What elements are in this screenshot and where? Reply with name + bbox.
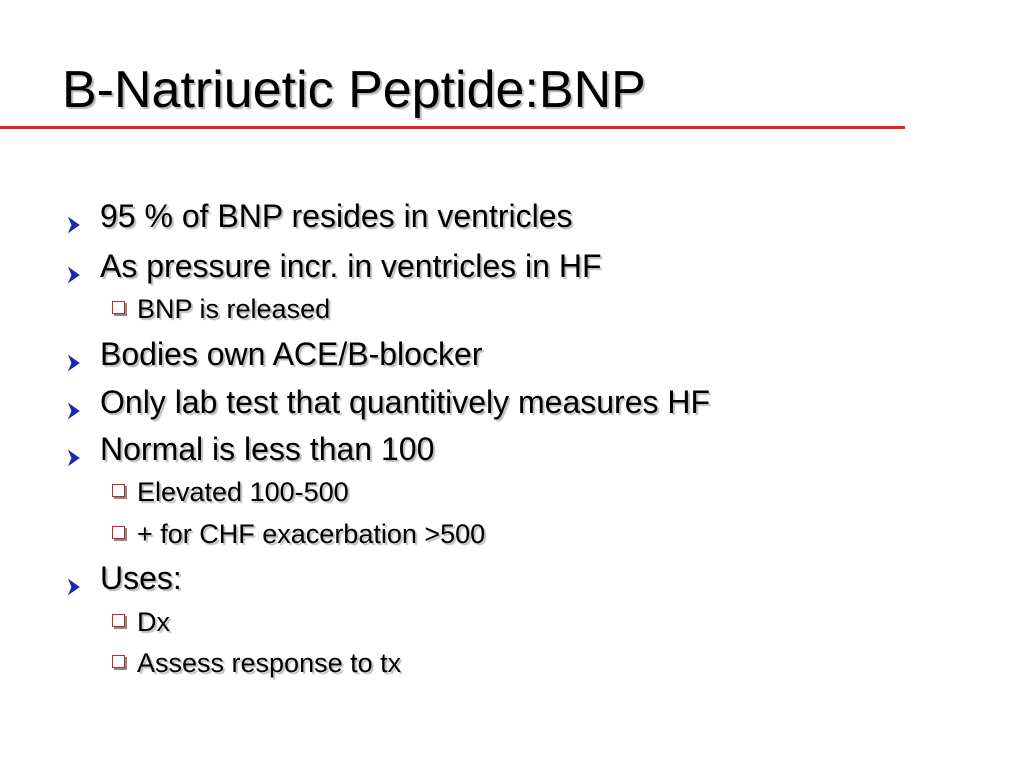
bullet-item <box>64 433 434 465</box>
bullet-text: BNP is released <box>137 294 331 324</box>
bullet-text: Bodies own ACE/B-blocker <box>100 336 483 372</box>
bullet-item <box>64 562 182 594</box>
bullet-text: + for CHF exacerbation >500 <box>137 519 486 549</box>
title-underline <box>0 126 905 129</box>
sub-bullet-item <box>112 609 170 636</box>
arrow-bullet-icon <box>64 257 86 275</box>
arrow-bullet-icon <box>64 569 86 587</box>
sub-bullet-item <box>112 521 485 548</box>
bullet-text: Normal is less than 100 <box>100 431 435 467</box>
bullet-text: As pressure incr. in ventricles in HF <box>100 248 602 284</box>
bullet-text: Only lab test that quantitively measures HF <box>100 384 711 420</box>
bullet-item <box>64 386 710 418</box>
arrow-bullet-icon <box>64 393 86 411</box>
bullet-text: Elevated 100-500 <box>137 477 349 507</box>
bullet-text: Assess response to tx <box>137 648 402 678</box>
hollow-square-bullet-icon <box>112 301 125 314</box>
sub-bullet-item <box>112 650 401 677</box>
hollow-square-bullet-icon <box>112 655 125 668</box>
sub-bullet-item <box>112 479 349 506</box>
hollow-square-bullet-icon <box>112 484 125 497</box>
bullet-item <box>64 338 482 370</box>
hollow-square-bullet-icon <box>112 526 125 539</box>
bullet-item <box>64 250 602 282</box>
bullet-text: 95 % of BNP resides in ventricles <box>100 198 573 234</box>
arrow-bullet-icon <box>64 207 86 225</box>
arrow-bullet-icon <box>64 345 86 363</box>
bullet-text: Dx <box>137 607 170 637</box>
arrow-bullet-icon <box>64 440 86 458</box>
sub-bullet-item <box>112 296 330 323</box>
hollow-square-bullet-icon <box>112 614 125 627</box>
bullet-item <box>64 200 573 232</box>
bullet-text: Uses: <box>100 560 182 596</box>
slide-title: B-Natriuetic Peptide:BNP <box>62 61 646 119</box>
